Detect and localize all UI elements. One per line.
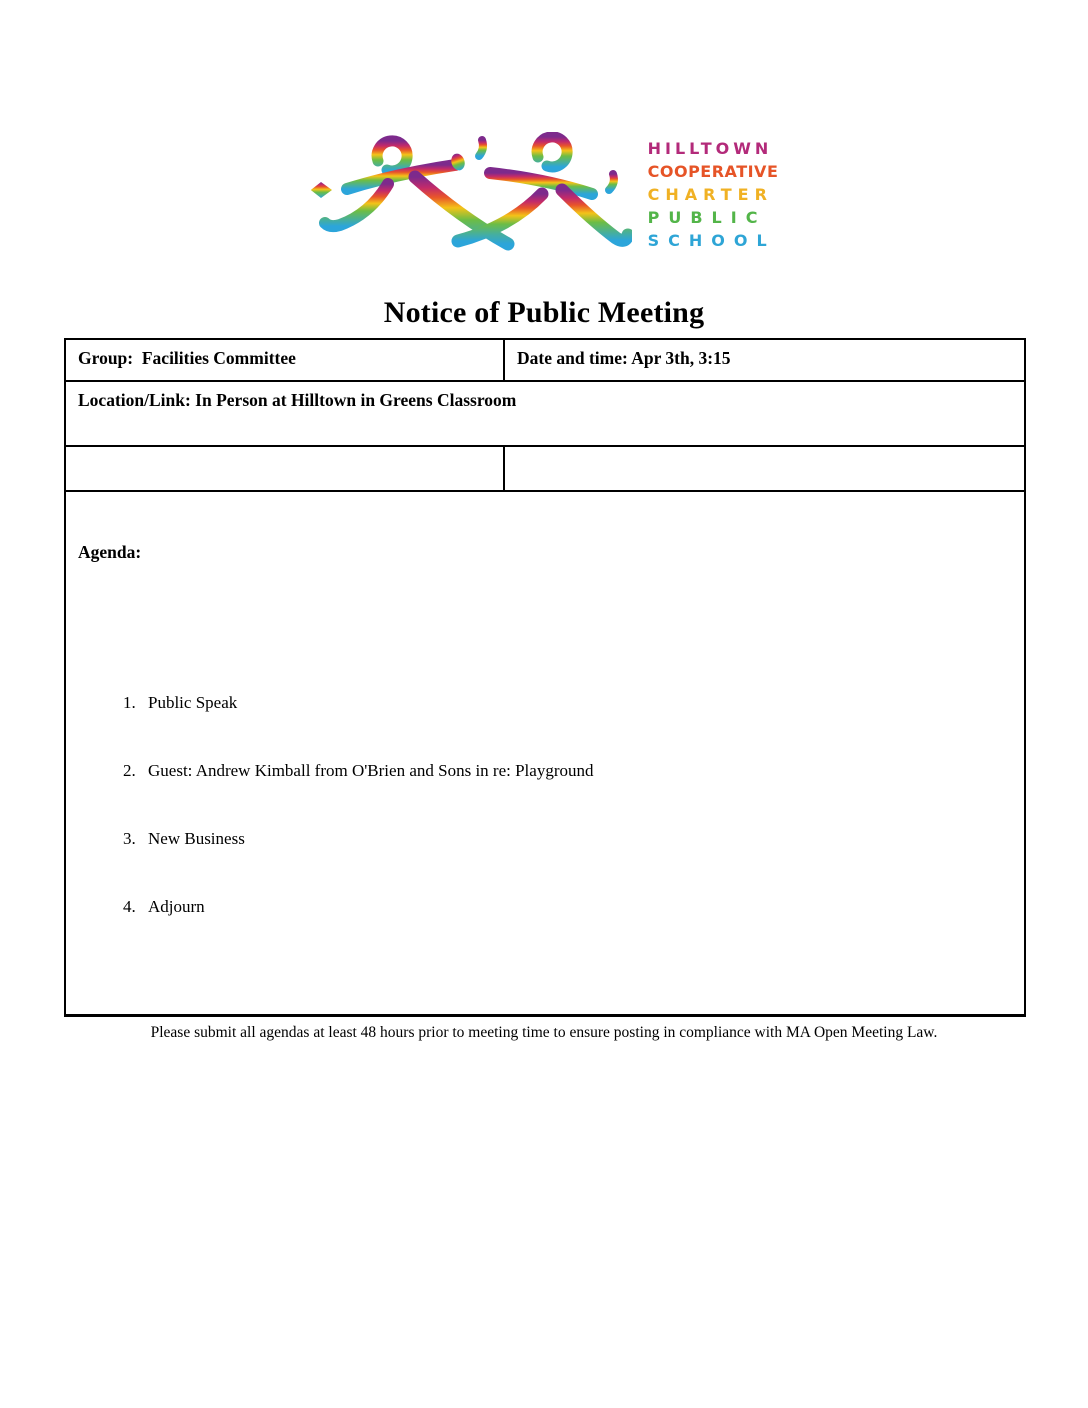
logo-word-charter: CHARTER (647, 185, 773, 204)
logo-word-cooperative: COOPERATIVE (647, 162, 779, 181)
empty-cell-right (504, 446, 1025, 491)
logo-word-hilltown: HILLTOWN (647, 139, 773, 158)
empty-cell-left (65, 446, 504, 491)
figure1-head (377, 141, 407, 171)
datetime-cell: Date and time: Apr 3th, 3:15 (504, 339, 1025, 381)
agenda-label: Agenda: (78, 542, 142, 562)
agenda-item: 3. New Business (140, 828, 1012, 851)
table-row (65, 381, 1025, 446)
group-cell: Group: Facilities Committee (65, 339, 504, 381)
table-row (65, 491, 1025, 1015)
page-title: Notice of Public Meeting (383, 296, 705, 329)
logo-word-school: SCHOOL (647, 231, 776, 250)
diamond-dot (310, 182, 331, 198)
dancing-figures-icon (310, 132, 632, 262)
location-cell: Location/Link: In Person at Hilltown in Greens Classroom (65, 381, 1025, 446)
logo-wordmark (648, 137, 779, 252)
figure2-head (537, 137, 567, 167)
school-logo (0, 0, 1088, 262)
logo-word-public: PUBLIC (647, 208, 767, 227)
agenda-cell (65, 491, 1025, 1015)
footer-note: Please submit all agendas at least 48 hours prior to meeting time to ensure posting in compliance with MA Open Meeting Law. (150, 1023, 938, 1041)
agenda-list (78, 647, 1012, 964)
agenda-item: 4. Adjourn (140, 896, 1012, 919)
figure2-top-tick (479, 140, 483, 156)
right-apostrophe (609, 174, 614, 190)
agenda-item: 2. Guest: Andrew Kimball from O'Brien and Sons in re: Playground (140, 760, 1012, 783)
agenda-item: 1. Public Speak (140, 692, 1012, 715)
table-row (65, 339, 1025, 381)
table-row (65, 446, 1025, 491)
meeting-table (64, 338, 1026, 1017)
